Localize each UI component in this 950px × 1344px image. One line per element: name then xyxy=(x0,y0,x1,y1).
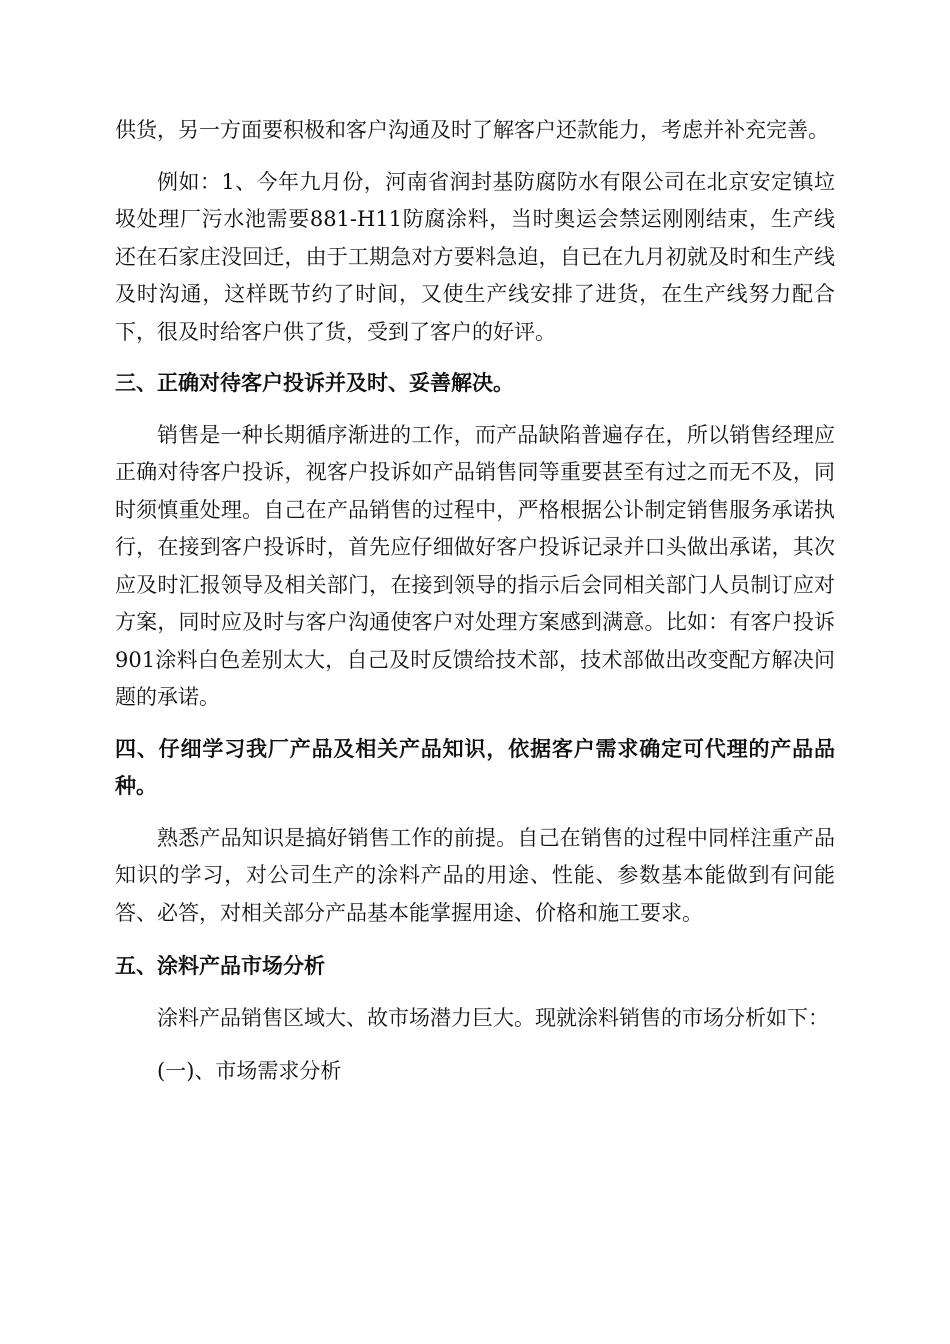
section-heading-4: 四、仔细学习我厂产品及相关产品知识，依据客户需求确定可代理的产品品种。 xyxy=(115,736,835,798)
paragraph-continuation: 供货，另一方面要积极和客户沟通及时了解客户还款能力，考虑并补充完善。 xyxy=(115,118,829,142)
paragraph-market: 涂料产品销售区域大、故市场潜力巨大。现就涂料销售的市场分析如下： xyxy=(157,1005,829,1030)
paragraph-complaints: 销售是一种长期循序渐进的工作，而产品缺陷普遍存在，所以销售经理应正确对待客户投诉，视客户投诉如产品销售同等重要甚至有过之而无不及，同时须慎重处理。自己在产品销售的过程中，严格根据公讣制定销售服务承诺执行，在接到客户投诉时，首先应仔细做好客户投诉记录并口头做出承诺，其次应及时汇报领导及相关部门，在接到领导的指示后会同相关部门人员制订应对方案，同时应及时与客户沟通使客户对处理方案感到满意。比如：有客户投诉901涂料白色差别太大，自己及时反馈给技术部，技术部做出改变配方解决问题的承诺。 xyxy=(115,422,835,709)
section-heading-3: 三、正确对待客户投诉并及时、妥善解决。 xyxy=(115,371,514,395)
paragraph-example: 例如：1、今年九月份，河南省润封基防腐防水有限公司在北京安定镇垃圾处理厂污水池需要881-H11防腐涂料，当时奥运会禁运刚刚结束，生产线还在石家庄没回迁，由于工期急对方要料急迫，自已在九月初就及时和生产线及时沟通，这样既节约了时间，又使生产线安排了进货，在生产线努力配合下，很及时给客户供了货，受到了客户的好评。 xyxy=(115,169,835,344)
paragraph-product-knowledge: 熟悉产品知识是搞好销售工作的前提。自己在销售的过程中同样注重产品知识的学习，对公司生产的涂料产品的用途、性能、参数基本能做到有问能答、必答，对相关部分产品基本能掌握用途、价格和施工要求。 xyxy=(115,825,835,925)
document-page xyxy=(115,112,835,1091)
subsection-heading-1: (一)、市场需求分析 xyxy=(157,1059,342,1083)
section-heading-5: 五、涂料产品市场分析 xyxy=(115,954,325,978)
